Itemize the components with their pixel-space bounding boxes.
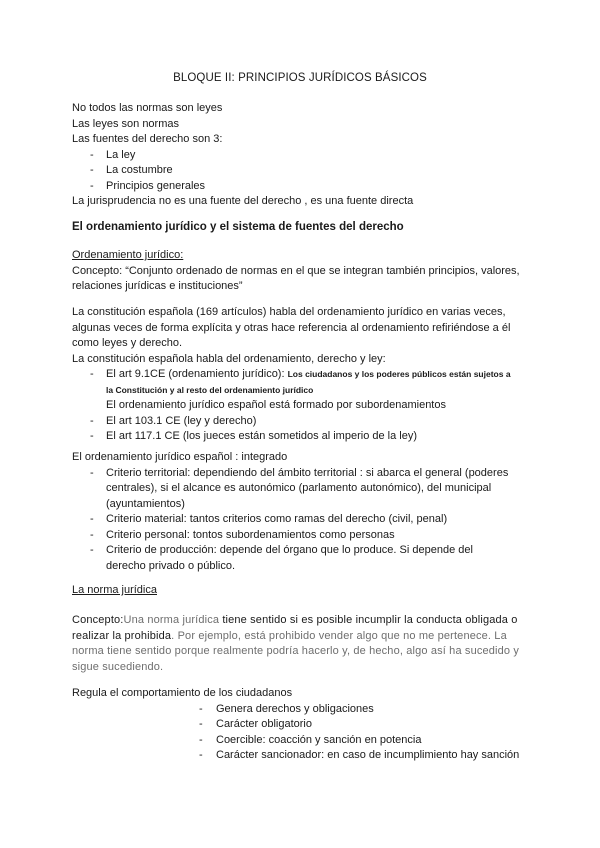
caracteristicas-list (72, 702, 532, 764)
constitucion-line: como leyes y derecho. (72, 337, 183, 349)
intro-line: Las leyes son normas (72, 117, 179, 130)
art91-quote: la Constitución y al resto del ordenamiento jurídico (106, 384, 314, 395)
list-item: - La costumbre (72, 163, 532, 179)
constitucion-line: La constitución española habla del ordenamiento, derecho y ley: (72, 352, 386, 365)
concepto-gray: . Por ejemplo, está prohibido vender algo que no me pertenece. La norma tiene sentido porque realmente podría hacerlo y, de hecho, algo así ha sucedido y sigue sucediendo. (72, 629, 520, 673)
list-item: - Carácter sancionador: en caso de incumplimiento hay sanción (72, 748, 532, 764)
ordenamiento-subheading: Ordenamiento jurídico: (72, 249, 184, 261)
integrado-heading: El ordenamiento jurídico español : integrado (72, 451, 288, 463)
intro-line: No todos las normas son leyes (72, 102, 223, 114)
list-item: - Criterio material: tantos criterios como ramas del derecho (civil, penal) (72, 512, 512, 528)
norma-subheading: La norma jurídica (72, 584, 157, 596)
norma-concepto (72, 613, 534, 675)
list-item: - La ley (72, 148, 532, 164)
section-heading: El ordenamiento jurídico y el sistema de fuentes del derecho (72, 221, 404, 233)
list-item: - El art 103.1 CE (ley y derecho) (72, 414, 532, 430)
regula-line: Regula el comportamiento de los ciudadanos (72, 687, 293, 699)
articles-list (72, 367, 532, 445)
concepto-line: relaciones jurídicas e instituciones” (72, 280, 243, 292)
intro-section (72, 101, 532, 210)
list-item (72, 367, 532, 414)
art91-note: El ordenamiento jurídico español está formado por subordenamientos (106, 399, 446, 411)
ordenamiento-section (72, 248, 532, 295)
list-item: - Criterio territorial: dependiendo del ámbito territorial : si abarca el general (poderes centrales), si el alcance es autonómico (parlamento autonómico), del municipal (ayuntamientos) (72, 466, 512, 513)
concepto-line: Concepto: “Conjunto ordenado de normas en el que se integran también principios, valores, (72, 264, 520, 277)
sources-list (72, 148, 532, 195)
list-item: - Genera derechos y obligaciones (72, 702, 532, 718)
list-item: - Carácter obligatorio (72, 717, 532, 733)
concepto-gray: Una norma jurídica (123, 614, 220, 626)
constitucion-line: algunas veces de forma explícita y otras hace referencia al ordenamiento refiriéndose a él (72, 321, 511, 334)
list-item: - Principios generales (72, 179, 532, 195)
list-item: - Coercible: coacción y sanción en potencia (72, 733, 532, 749)
constitucion-line: La constitución española (169 artículos) habla del ordenamiento jurídico en varias veces, (72, 306, 506, 318)
list-item: - El art 117.1 CE (los jueces están sometidos al imperio de la ley) (72, 429, 532, 445)
list-item: - Criterio personal: tontos subordenamientos como personas (72, 528, 512, 544)
regula-section (72, 686, 532, 764)
criterios-list (72, 466, 512, 575)
intro-line: Las fuentes del derecho son 3: (72, 133, 223, 145)
integrado-section (72, 450, 532, 574)
art91-label: El art 9.1CE (ordenamiento jurídico): (106, 368, 285, 380)
page-title: BLOQUE II: PRINCIPIOS JURÍDICOS BÁSICOS (173, 72, 427, 84)
norma-subheading-block (72, 583, 532, 599)
jurisprudencia-line: La jurisprudencia no es una fuente del derecho , es una fuente directa (72, 195, 414, 207)
list-item: - Criterio de producción: depende del órgano que lo produce. Si depende del derecho privado o público. (72, 543, 512, 574)
concepto-label: Concepto: (72, 614, 124, 626)
concepto-dark: tiene sentido si es posible incumplir la conducta obligada o realizar la prohibida (72, 614, 518, 642)
art91-quote: Los ciudadanos y los poderes públicos están sujetos a (287, 369, 511, 379)
constitucion-section (72, 305, 532, 445)
